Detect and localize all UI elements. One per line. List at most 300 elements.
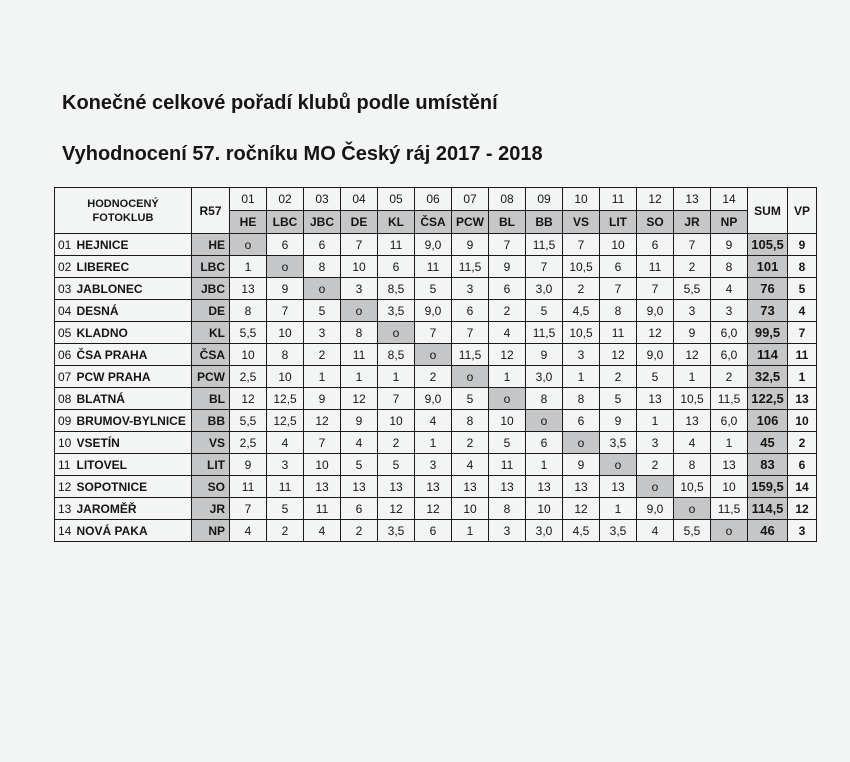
score-cell: 10,5 xyxy=(563,256,600,278)
score-cell: 10 xyxy=(711,476,748,498)
score-cell: 1 xyxy=(415,432,452,454)
score-cell: 10 xyxy=(267,322,304,344)
score-cell: 8 xyxy=(563,388,600,410)
score-cell: 7 xyxy=(341,234,378,256)
header-column-abbr: ČSA xyxy=(415,211,452,234)
score-cell: 8,5 xyxy=(378,278,415,300)
club-code: LIT xyxy=(192,454,230,476)
score-cell: 12,5 xyxy=(267,388,304,410)
score-cell: 9 xyxy=(563,454,600,476)
score-cell: 2 xyxy=(600,366,637,388)
score-cell: 3 xyxy=(304,322,341,344)
vp-cell: 7 xyxy=(788,322,817,344)
score-cell: 9 xyxy=(526,344,563,366)
score-cell: 4,5 xyxy=(563,300,600,322)
vp-cell: 6 xyxy=(788,454,817,476)
score-cell: 4 xyxy=(711,278,748,300)
row-number: 02 xyxy=(55,256,77,278)
score-cell: 9 xyxy=(489,256,526,278)
score-cell: 6 xyxy=(489,278,526,300)
score-cell: 12 xyxy=(415,498,452,520)
self-score-cell: o xyxy=(415,344,452,366)
table-row xyxy=(55,322,817,344)
score-cell: 6 xyxy=(267,234,304,256)
vp-cell: 1 xyxy=(788,366,817,388)
score-cell: 12 xyxy=(637,322,674,344)
score-cell: 11 xyxy=(304,498,341,520)
table-body xyxy=(55,234,817,542)
score-cell: 13 xyxy=(452,476,489,498)
score-cell: 10 xyxy=(600,234,637,256)
sum-cell: 122,5 xyxy=(748,388,788,410)
score-cell: 4 xyxy=(304,520,341,542)
self-score-cell: o xyxy=(526,410,563,432)
score-cell: 3,5 xyxy=(378,520,415,542)
score-cell: 7 xyxy=(415,322,452,344)
club-name: LIBEREC xyxy=(77,256,192,278)
table-row xyxy=(55,432,817,454)
table-row xyxy=(55,366,817,388)
vp-cell: 9 xyxy=(788,234,817,256)
table-row xyxy=(55,476,817,498)
score-cell: 7 xyxy=(637,278,674,300)
club-code: ČSA xyxy=(192,344,230,366)
score-cell: 13 xyxy=(526,476,563,498)
score-cell: 5 xyxy=(452,388,489,410)
score-cell: 5,5 xyxy=(674,278,711,300)
page-subtitle: Vyhodnocení 57. ročníku MO Český ráj 2017 - 2018 xyxy=(62,143,543,165)
sum-cell: 76 xyxy=(748,278,788,300)
header-column-number: 03 xyxy=(304,188,341,211)
score-cell: 9 xyxy=(304,388,341,410)
score-cell: 6 xyxy=(304,234,341,256)
score-cell: 13 xyxy=(637,388,674,410)
score-cell: 5 xyxy=(304,300,341,322)
score-cell: 10 xyxy=(341,256,378,278)
score-cell: 13 xyxy=(600,476,637,498)
row-number: 03 xyxy=(55,278,77,300)
score-cell: 12 xyxy=(378,498,415,520)
score-cell: 4 xyxy=(674,432,711,454)
score-cell: 4 xyxy=(489,322,526,344)
header-column-abbr: DE xyxy=(341,211,378,234)
score-cell: 2,5 xyxy=(230,432,267,454)
score-cell: 7 xyxy=(267,300,304,322)
score-cell: 13 xyxy=(230,278,267,300)
table-row xyxy=(55,344,817,366)
vp-cell: 13 xyxy=(788,388,817,410)
score-cell: 4 xyxy=(415,410,452,432)
header-column-abbr: JBC xyxy=(304,211,341,234)
sum-cell: 114 xyxy=(748,344,788,366)
sum-cell: 73 xyxy=(748,300,788,322)
score-cell: 5 xyxy=(526,300,563,322)
score-cell: 3,5 xyxy=(600,432,637,454)
score-cell: 6 xyxy=(526,432,563,454)
row-number: 04 xyxy=(55,300,77,322)
header-column-abbr: BB xyxy=(526,211,563,234)
score-cell: 2 xyxy=(415,366,452,388)
score-cell: 12 xyxy=(230,388,267,410)
score-cell: 12,5 xyxy=(267,410,304,432)
score-cell: 8 xyxy=(526,388,563,410)
score-cell: 13 xyxy=(711,454,748,476)
score-cell: 3 xyxy=(563,344,600,366)
header-column-number: 07 xyxy=(452,188,489,211)
score-cell: 7 xyxy=(674,234,711,256)
club-name: SOPOTNICE xyxy=(77,476,192,498)
club-code: VS xyxy=(192,432,230,454)
score-cell: 5 xyxy=(637,366,674,388)
score-cell: 5 xyxy=(378,454,415,476)
row-number: 08 xyxy=(55,388,77,410)
header-sum: SUM xyxy=(748,188,788,234)
row-number: 14 xyxy=(55,520,77,542)
score-cell: 13 xyxy=(489,476,526,498)
table-row xyxy=(55,256,817,278)
table-row xyxy=(55,278,817,300)
club-name: JAROMĚŘ xyxy=(77,498,192,520)
sum-cell: 114,5 xyxy=(748,498,788,520)
score-cell: 13 xyxy=(378,476,415,498)
score-cell: 5 xyxy=(600,388,637,410)
score-cell: 13 xyxy=(674,410,711,432)
club-code: JR xyxy=(192,498,230,520)
score-cell: 1 xyxy=(304,366,341,388)
header-column-abbr: JR xyxy=(674,211,711,234)
self-score-cell: o xyxy=(489,388,526,410)
score-cell: 10 xyxy=(230,344,267,366)
header-column-number: 01 xyxy=(230,188,267,211)
header-r57: R57 xyxy=(192,188,230,234)
score-cell: 3,0 xyxy=(526,366,563,388)
self-score-cell: o xyxy=(304,278,341,300)
score-cell: 5,5 xyxy=(230,322,267,344)
score-cell: 10,5 xyxy=(674,476,711,498)
score-cell: 10,5 xyxy=(674,388,711,410)
club-name: ČSA PRAHA xyxy=(77,344,192,366)
score-cell: 4 xyxy=(267,432,304,454)
score-cell: 2 xyxy=(452,432,489,454)
vp-cell: 3 xyxy=(788,520,817,542)
score-cell: 13 xyxy=(415,476,452,498)
score-cell: 5 xyxy=(267,498,304,520)
score-cell: 6,0 xyxy=(711,322,748,344)
score-cell: 8 xyxy=(452,410,489,432)
club-name: VSETÍN xyxy=(77,432,192,454)
row-number: 07 xyxy=(55,366,77,388)
row-number: 09 xyxy=(55,410,77,432)
club-name: LITOVEL xyxy=(77,454,192,476)
club-name: DESNÁ xyxy=(77,300,192,322)
score-cell: 6,0 xyxy=(711,344,748,366)
score-cell: 11 xyxy=(341,344,378,366)
header-row-numbers xyxy=(55,188,817,211)
self-score-cell: o xyxy=(563,432,600,454)
header-club xyxy=(55,188,192,234)
score-cell: 8 xyxy=(267,344,304,366)
score-cell: 10 xyxy=(267,366,304,388)
score-cell: 1 xyxy=(526,454,563,476)
score-cell: 5 xyxy=(415,278,452,300)
vp-cell: 10 xyxy=(788,410,817,432)
score-cell: 8 xyxy=(674,454,711,476)
header-column-abbr: BL xyxy=(489,211,526,234)
vp-cell: 12 xyxy=(788,498,817,520)
score-cell: 4 xyxy=(341,432,378,454)
score-cell: 12 xyxy=(341,388,378,410)
score-cell: 3,0 xyxy=(526,278,563,300)
vp-cell: 2 xyxy=(788,432,817,454)
score-cell: 8 xyxy=(489,498,526,520)
score-cell: 4 xyxy=(230,520,267,542)
table-row xyxy=(55,498,817,520)
score-cell: 12 xyxy=(674,344,711,366)
row-number: 05 xyxy=(55,322,77,344)
score-cell: 3 xyxy=(267,454,304,476)
header-column-number: 11 xyxy=(600,188,637,211)
score-cell: 11 xyxy=(230,476,267,498)
header-column-abbr: HE xyxy=(230,211,267,234)
score-cell: 7 xyxy=(489,234,526,256)
score-cell: 11,5 xyxy=(452,256,489,278)
score-cell: 3,5 xyxy=(378,300,415,322)
score-cell: 7 xyxy=(526,256,563,278)
header-column-abbr: LBC xyxy=(267,211,304,234)
header-column-number: 05 xyxy=(378,188,415,211)
page-title: Konečné celkové pořadí klubů podle umístění xyxy=(62,92,498,114)
row-number: 01 xyxy=(55,234,77,256)
score-cell: 1 xyxy=(600,498,637,520)
score-cell: 11,5 xyxy=(452,344,489,366)
score-cell: 12 xyxy=(600,344,637,366)
score-cell: 1 xyxy=(489,366,526,388)
score-cell: 10 xyxy=(489,410,526,432)
score-cell: 9,0 xyxy=(637,344,674,366)
score-cell: 10 xyxy=(452,498,489,520)
sum-cell: 46 xyxy=(748,520,788,542)
table-row xyxy=(55,410,817,432)
score-cell: 11 xyxy=(267,476,304,498)
score-cell: 6 xyxy=(341,498,378,520)
score-cell: 9 xyxy=(600,410,637,432)
club-code: BB xyxy=(192,410,230,432)
score-cell: 6 xyxy=(378,256,415,278)
score-cell: 11 xyxy=(489,454,526,476)
score-cell: 11 xyxy=(600,322,637,344)
score-cell: 8,5 xyxy=(378,344,415,366)
header-column-number: 04 xyxy=(341,188,378,211)
self-score-cell: o xyxy=(711,520,748,542)
score-cell: 6,0 xyxy=(711,410,748,432)
score-cell: 5 xyxy=(489,432,526,454)
score-cell: 10 xyxy=(378,410,415,432)
score-cell: 9 xyxy=(267,278,304,300)
self-score-cell: o xyxy=(674,498,711,520)
club-code: JBC xyxy=(192,278,230,300)
score-cell: 5 xyxy=(341,454,378,476)
club-code: PCW xyxy=(192,366,230,388)
sum-cell: 99,5 xyxy=(748,322,788,344)
score-cell: 1 xyxy=(674,366,711,388)
self-score-cell: o xyxy=(267,256,304,278)
score-cell: 8 xyxy=(600,300,637,322)
score-cell: 1 xyxy=(341,366,378,388)
vp-cell: 11 xyxy=(788,344,817,366)
score-cell: 6 xyxy=(563,410,600,432)
club-code: BL xyxy=(192,388,230,410)
score-cell: 11 xyxy=(637,256,674,278)
club-code: LBC xyxy=(192,256,230,278)
score-cell: 6 xyxy=(452,300,489,322)
score-cell: 2 xyxy=(711,366,748,388)
header-column-number: 09 xyxy=(526,188,563,211)
sum-cell: 32,5 xyxy=(748,366,788,388)
score-cell: 8 xyxy=(304,256,341,278)
club-code: SO xyxy=(192,476,230,498)
score-cell: 11,5 xyxy=(711,388,748,410)
score-cell: 9 xyxy=(452,234,489,256)
score-cell: 6 xyxy=(600,256,637,278)
header-column-number: 12 xyxy=(637,188,674,211)
vp-cell: 5 xyxy=(788,278,817,300)
score-cell: 13 xyxy=(563,476,600,498)
row-number: 10 xyxy=(55,432,77,454)
score-cell: 1 xyxy=(378,366,415,388)
score-cell: 7 xyxy=(600,278,637,300)
sum-cell: 83 xyxy=(748,454,788,476)
score-cell: 1 xyxy=(711,432,748,454)
table-row xyxy=(55,520,817,542)
sum-cell: 105,5 xyxy=(748,234,788,256)
score-cell: 7 xyxy=(378,388,415,410)
score-cell: 4 xyxy=(452,454,489,476)
score-cell: 9,0 xyxy=(415,300,452,322)
score-cell: 7 xyxy=(304,432,341,454)
score-cell: 2 xyxy=(378,432,415,454)
header-column-number: 06 xyxy=(415,188,452,211)
self-score-cell: o xyxy=(452,366,489,388)
score-cell: 13 xyxy=(304,476,341,498)
club-name: BLATNÁ xyxy=(77,388,192,410)
score-cell: 8 xyxy=(341,322,378,344)
score-cell: 2,5 xyxy=(230,366,267,388)
score-cell: 9 xyxy=(674,322,711,344)
score-cell: 9,0 xyxy=(637,300,674,322)
score-cell: 10 xyxy=(526,498,563,520)
score-cell: 3 xyxy=(637,432,674,454)
score-cell: 10 xyxy=(304,454,341,476)
row-number: 13 xyxy=(55,498,77,520)
header-vp: VP xyxy=(788,188,817,234)
score-cell: 2 xyxy=(637,454,674,476)
score-cell: 7 xyxy=(452,322,489,344)
header-column-abbr: NP xyxy=(711,211,748,234)
self-score-cell: o xyxy=(637,476,674,498)
score-cell: 8 xyxy=(711,256,748,278)
score-cell: 4 xyxy=(637,520,674,542)
score-cell: 5,5 xyxy=(230,410,267,432)
score-cell: 7 xyxy=(230,498,267,520)
results-table xyxy=(54,187,817,542)
score-cell: 12 xyxy=(489,344,526,366)
table-row xyxy=(55,388,817,410)
score-cell: 12 xyxy=(304,410,341,432)
header-column-abbr: LIT xyxy=(600,211,637,234)
score-cell: 5,5 xyxy=(674,520,711,542)
score-cell: 11,5 xyxy=(526,322,563,344)
score-cell: 1 xyxy=(452,520,489,542)
score-cell: 9 xyxy=(230,454,267,476)
score-cell: 3 xyxy=(415,454,452,476)
score-cell: 11,5 xyxy=(711,498,748,520)
score-cell: 2 xyxy=(563,278,600,300)
vp-cell: 14 xyxy=(788,476,817,498)
table-row xyxy=(55,300,817,322)
score-cell: 3 xyxy=(489,520,526,542)
vp-cell: 8 xyxy=(788,256,817,278)
score-cell: 4,5 xyxy=(563,520,600,542)
club-code: HE xyxy=(192,234,230,256)
score-cell: 1 xyxy=(230,256,267,278)
score-cell: 11 xyxy=(378,234,415,256)
score-cell: 3,0 xyxy=(526,520,563,542)
table-row xyxy=(55,234,817,256)
score-cell: 2 xyxy=(304,344,341,366)
self-score-cell: o xyxy=(341,300,378,322)
club-name: BRUMOV-BYLNICE xyxy=(77,410,192,432)
sum-cell: 159,5 xyxy=(748,476,788,498)
sum-cell: 45 xyxy=(748,432,788,454)
self-score-cell: o xyxy=(230,234,267,256)
score-cell: 2 xyxy=(489,300,526,322)
score-cell: 2 xyxy=(341,520,378,542)
club-code: NP xyxy=(192,520,230,542)
header-column-number: 02 xyxy=(267,188,304,211)
score-cell: 11 xyxy=(415,256,452,278)
club-code: KL xyxy=(192,322,230,344)
club-name: PCW PRAHA xyxy=(77,366,192,388)
score-cell: 1 xyxy=(637,410,674,432)
header-column-abbr: VS xyxy=(563,211,600,234)
club-code: DE xyxy=(192,300,230,322)
header-column-abbr: KL xyxy=(378,211,415,234)
header-column-abbr: SO xyxy=(637,211,674,234)
score-cell: 3 xyxy=(341,278,378,300)
score-cell: 12 xyxy=(563,498,600,520)
score-cell: 2 xyxy=(267,520,304,542)
score-cell: 6 xyxy=(415,520,452,542)
self-score-cell: o xyxy=(600,454,637,476)
table-row xyxy=(55,454,817,476)
vp-cell: 4 xyxy=(788,300,817,322)
header-column-number: 08 xyxy=(489,188,526,211)
sum-cell: 101 xyxy=(748,256,788,278)
club-name: KLADNO xyxy=(77,322,192,344)
score-cell: 2 xyxy=(674,256,711,278)
sum-cell: 106 xyxy=(748,410,788,432)
score-cell: 8 xyxy=(230,300,267,322)
score-cell: 6 xyxy=(637,234,674,256)
score-cell: 9,0 xyxy=(415,234,452,256)
club-name: HEJNICE xyxy=(77,234,192,256)
score-cell: 11,5 xyxy=(526,234,563,256)
header-column-number: 10 xyxy=(563,188,600,211)
score-cell: 7 xyxy=(563,234,600,256)
self-score-cell: o xyxy=(378,322,415,344)
row-number: 11 xyxy=(55,454,77,476)
header-column-number: 13 xyxy=(674,188,711,211)
